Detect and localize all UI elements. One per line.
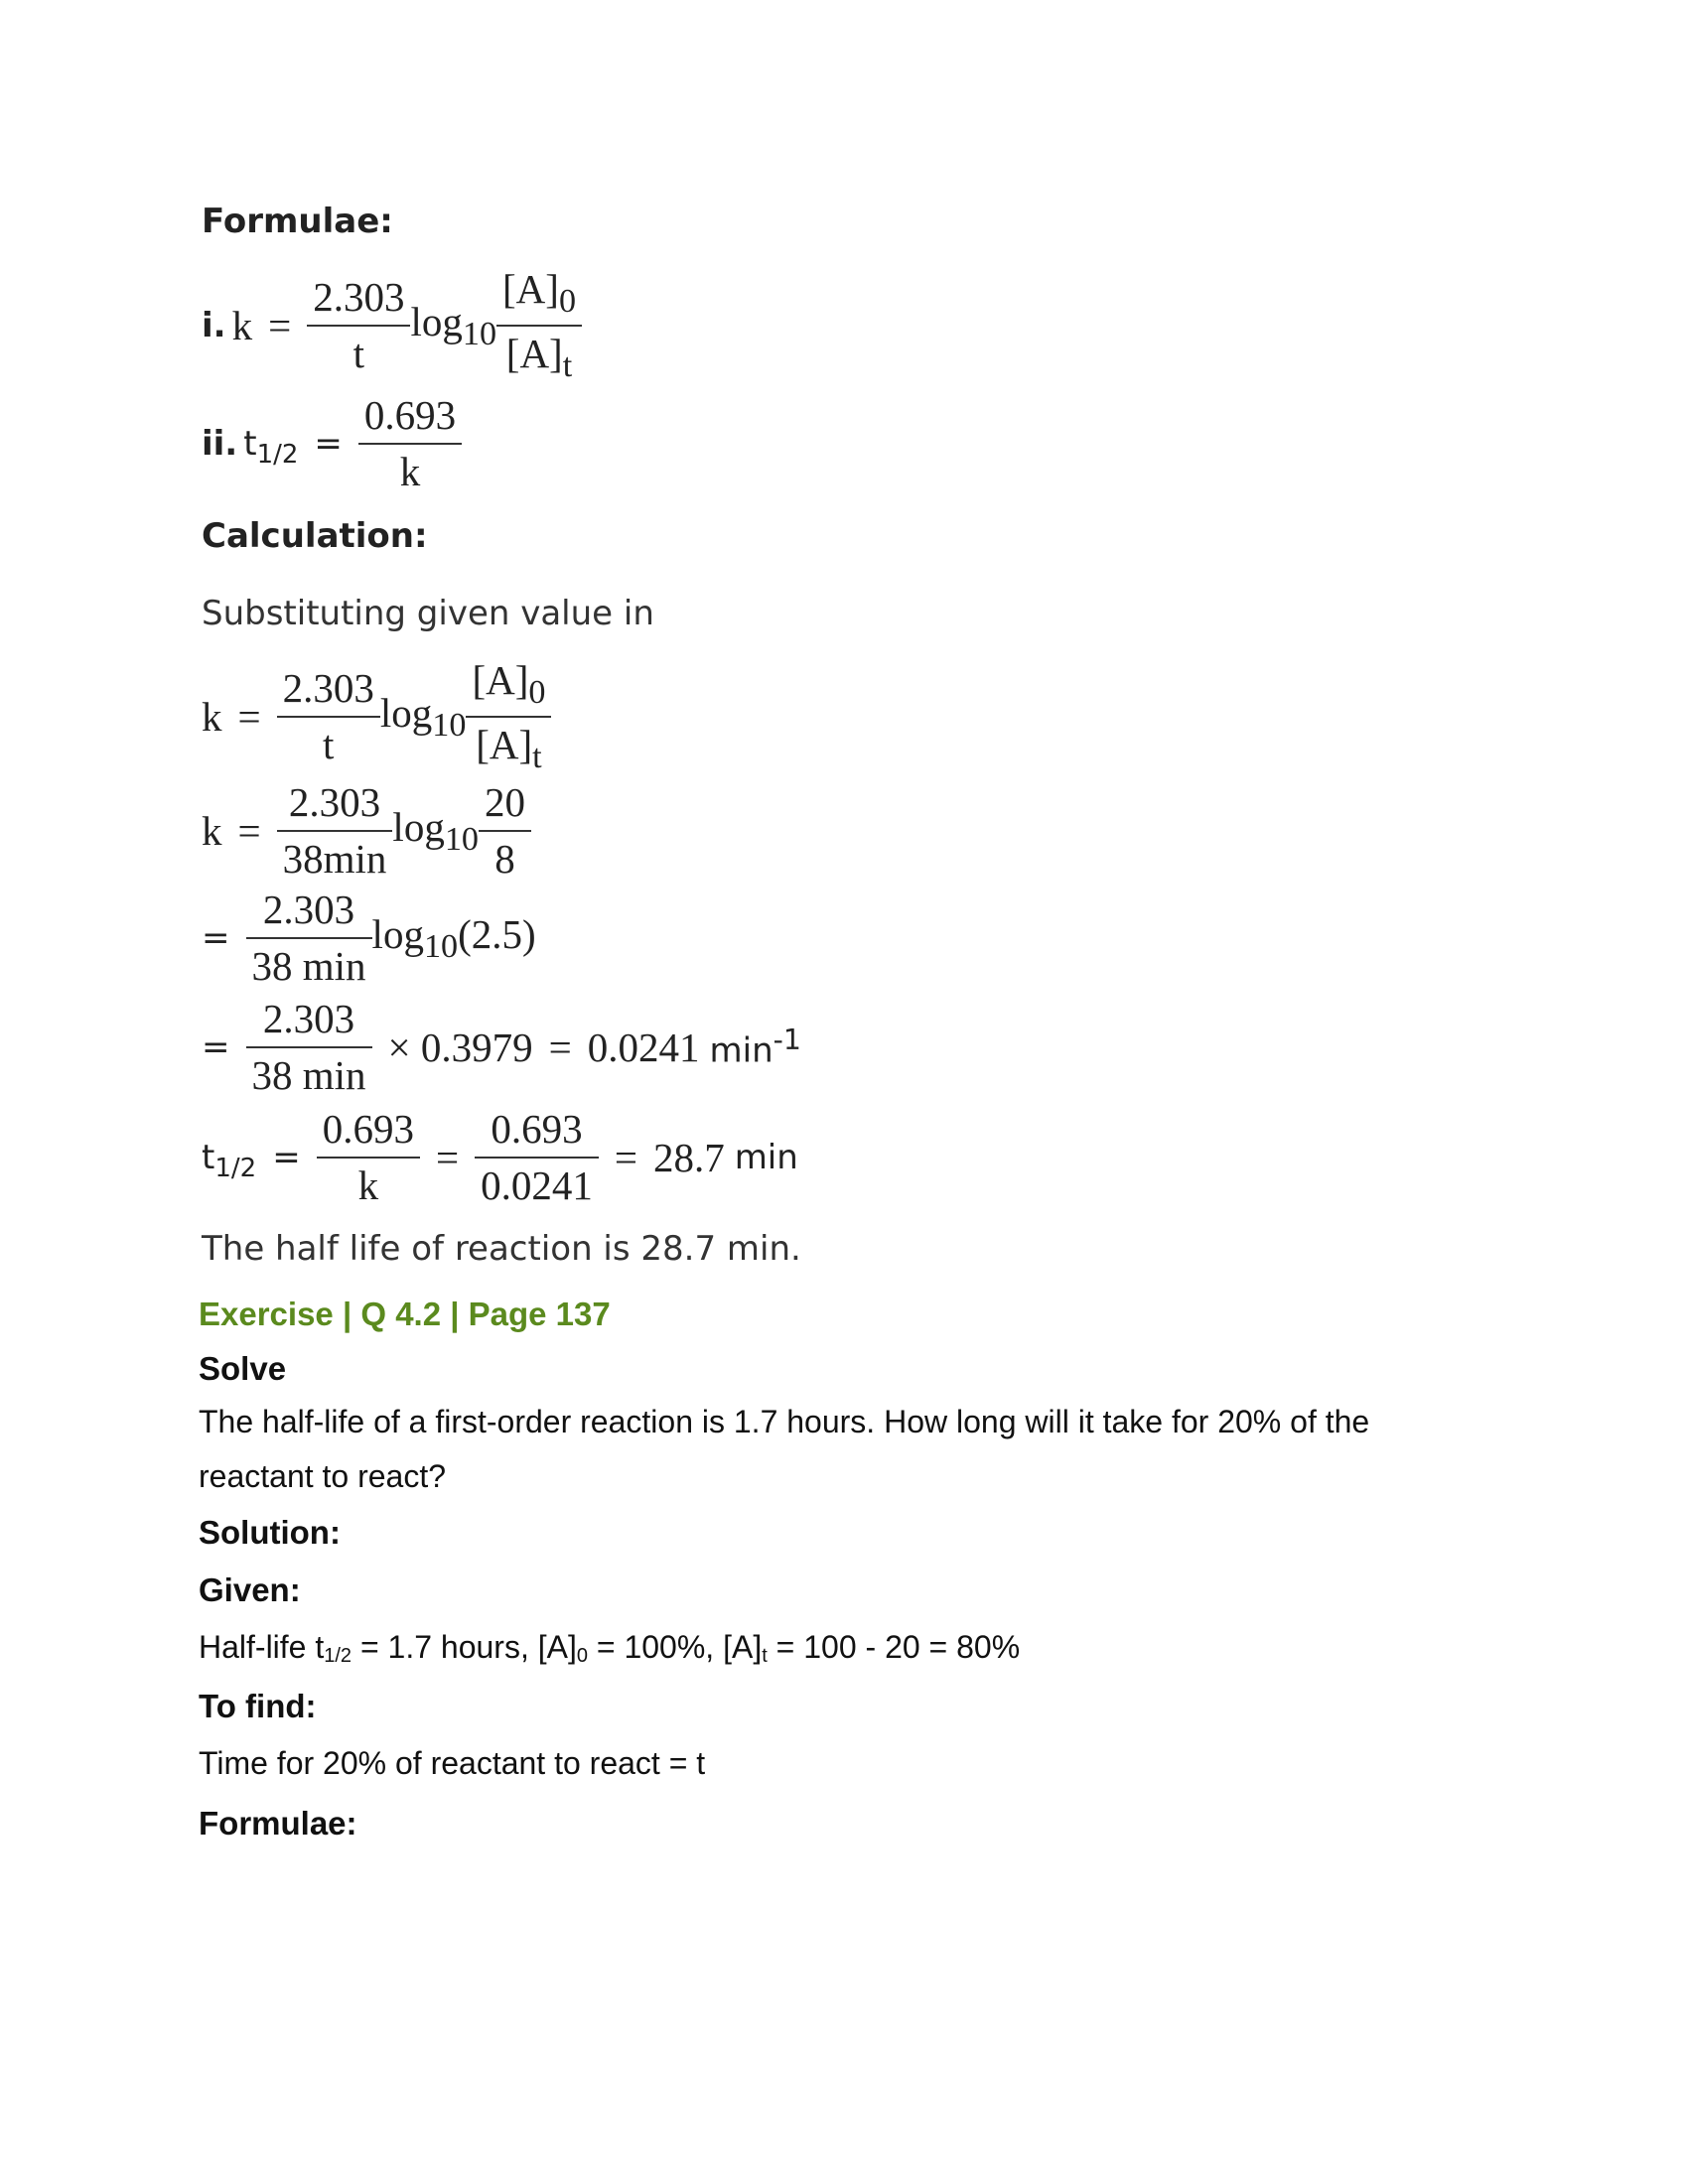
calc-line-1: k = $\frac{2.303}{t}$ $\log_{10}$ $\frac{[A]_0}{[A]_t}$ [202, 657, 551, 777]
given-heading: Given: [199, 1571, 301, 1608]
solve-heading: Solve [199, 1350, 287, 1387]
formulae-heading-2: Formulae: [199, 1805, 357, 1842]
formula-ii-label: ii. [202, 424, 238, 465]
calc-line-4-fraction: $\frac{2.303}{38 \min}$ [246, 996, 372, 1099]
formula-ii [202, 392, 462, 495]
formula-i-eq: = [268, 303, 292, 349]
calc-line-2: k = $\frac{2.303}{38\min}$ $\log_{10}$ $\frac{20}{8}$ [202, 779, 531, 883]
conclusion-text: The half life of reaction is 28.7 min. [202, 1229, 801, 1269]
formula-i [202, 266, 582, 386]
formulae-heading: Formulae: [202, 202, 393, 241]
formula-i-log: $\log_{10}$ [410, 299, 497, 353]
calc-line-5: $t_{1/2}$ = $\frac{0.693}{k}$ = $\frac{0.693}{0.0241}$ = 28.7 min [202, 1106, 798, 1209]
calc-line-1-fraction: $\frac{2.303}{t}$ [277, 665, 380, 768]
calc-line-2-fraction: $\frac{2.303}{38\min}$ [277, 779, 393, 883]
formula-i-label: i. [202, 306, 226, 346]
formula-i-ratio: $\frac{[A]_0}{[A]_t}$ [496, 266, 582, 386]
exercise-reference-link[interactable]: Exercise | Q 4.2 | Page 137 [199, 1296, 611, 1332]
formula-i-lhs: k [231, 303, 253, 349]
substituting-text: Substituting given value in [202, 594, 654, 633]
formula-i-frac-den: t [352, 331, 365, 377]
calc-line-1-ratio: $\frac{[A]_0}{[A]_t}$ [466, 657, 551, 777]
given-values: Half-life t1/2 = 1.7 hours, [A]0 = 100%, [A]t = 100 - 20 = 80% [199, 1629, 1021, 1667]
calc-line-4: = $\frac{2.303}{38 \min}$ × 0.3979 = 0.0241 $\min^{-1}$ [202, 996, 801, 1099]
question-text: The half-life of a first-order reaction is 1.7 hours. How long will it take for 20% of the reactant to react? [199, 1404, 1370, 1494]
formula-i-fraction [307, 274, 410, 377]
solution-heading: Solution: [199, 1514, 341, 1551]
formula-ii-eq: = [314, 424, 343, 465]
formula-i-frac-num: 2.303 [307, 274, 410, 327]
tofind-heading: To find: [199, 1688, 317, 1724]
tofind-text: Time for 20% of reactant to react = t [199, 1745, 706, 1781]
calculation-heading: Calculation: [202, 516, 428, 556]
calc-line-3-fraction: $\frac{2.303}{38 \min}$ [246, 887, 372, 990]
calc-line-5-fraction-1: $\frac{0.693}{k}$ [317, 1106, 420, 1209]
calc-line-3: = $\frac{2.303}{38 \min}$ $\log_{10}(2.5)$ [202, 887, 536, 990]
calc-line-2-ratio: $\frac{20}{8}$ [479, 779, 531, 883]
formula-ii-fraction: $\frac{0.693}{k}$ [358, 392, 462, 495]
formula-ii-lhs: $t_{1/2}$ [243, 424, 299, 471]
calc-line-5-fraction-2: $\frac{0.693}{0.0241}$ [475, 1106, 599, 1209]
